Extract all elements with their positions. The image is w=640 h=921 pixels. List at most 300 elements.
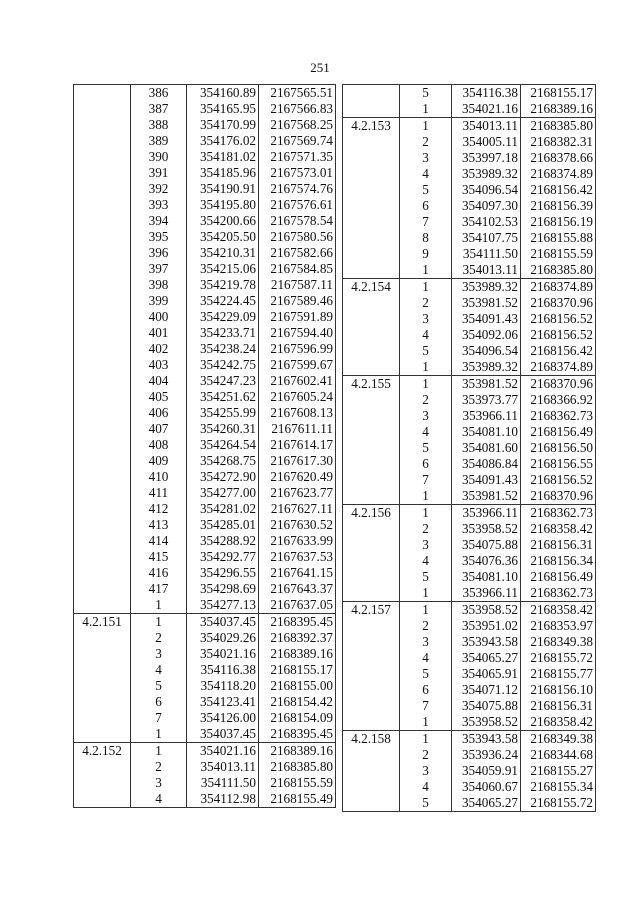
- table-row: [74, 549, 336, 565]
- x-coordinate-cell: 354288.92: [187, 533, 259, 549]
- parcel-number-cell: [74, 549, 131, 565]
- table-row: [343, 118, 596, 135]
- table-row: [343, 327, 596, 343]
- y-coordinate-cell: 2167580.56: [259, 229, 336, 245]
- x-coordinate-cell: 353966.11: [452, 505, 521, 522]
- table-row: [343, 311, 596, 327]
- y-coordinate-cell: 2168156.52: [521, 472, 596, 488]
- y-coordinate-cell: 2168358.42: [521, 602, 596, 619]
- y-coordinate-cell: 2167573.01: [259, 165, 336, 181]
- x-coordinate-cell: 354021.16: [187, 743, 259, 760]
- x-coordinate-cell: 353997.18: [452, 150, 521, 166]
- table-row: [74, 421, 336, 437]
- table-row: [74, 357, 336, 373]
- point-number-cell: 4: [131, 662, 187, 678]
- point-number-cell: 406: [131, 405, 187, 421]
- table-row: [343, 198, 596, 214]
- parcel-number-cell: [343, 618, 400, 634]
- x-coordinate-cell: 354123.41: [187, 694, 259, 710]
- y-coordinate-cell: 2168389.16: [259, 743, 336, 760]
- y-coordinate-cell: 2167599.67: [259, 357, 336, 373]
- table-row: [343, 359, 596, 376]
- x-coordinate-cell: 354021.16: [187, 646, 259, 662]
- table-row: [343, 408, 596, 424]
- x-coordinate-cell: 354091.43: [452, 311, 521, 327]
- x-coordinate-cell: 353981.52: [452, 488, 521, 505]
- parcel-number-cell: [343, 553, 400, 569]
- x-coordinate-cell: 354277.00: [187, 485, 259, 501]
- y-coordinate-cell: 2167565.51: [259, 85, 336, 102]
- y-coordinate-cell: 2168374.89: [521, 359, 596, 376]
- table-row: [343, 343, 596, 359]
- parcel-number-cell: [74, 726, 131, 743]
- parcel-number-cell: 4.2.155: [343, 376, 400, 393]
- y-coordinate-cell: 2168385.80: [521, 118, 596, 135]
- point-number-cell: 393: [131, 197, 187, 213]
- table-row: [74, 533, 336, 549]
- table-row: [74, 197, 336, 213]
- table-row: [343, 602, 596, 619]
- parcel-number-cell: 4.2.151: [74, 614, 131, 631]
- parcel-number-cell: [74, 565, 131, 581]
- x-coordinate-cell: 354296.55: [187, 565, 259, 581]
- point-number-cell: 2: [400, 392, 452, 408]
- point-number-cell: 3: [400, 763, 452, 779]
- point-number-cell: 391: [131, 165, 187, 181]
- y-coordinate-cell: 2167574.76: [259, 181, 336, 197]
- table-row: [74, 213, 336, 229]
- x-coordinate-cell: 354116.38: [187, 662, 259, 678]
- x-coordinate-cell: 354219.78: [187, 277, 259, 293]
- y-coordinate-cell: 2167633.99: [259, 533, 336, 549]
- table-row: [343, 731, 596, 748]
- x-coordinate-cell: 354075.88: [452, 698, 521, 714]
- coordinate-table-right: [342, 84, 596, 812]
- y-coordinate-cell: 2167568.25: [259, 117, 336, 133]
- y-coordinate-cell: 2168389.16: [259, 646, 336, 662]
- point-number-cell: 410: [131, 469, 187, 485]
- parcel-number-cell: [74, 775, 131, 791]
- parcel-number-cell: [74, 85, 131, 102]
- x-coordinate-cell: 354185.96: [187, 165, 259, 181]
- x-coordinate-cell: 354233.71: [187, 325, 259, 341]
- table-row: [74, 630, 336, 646]
- point-number-cell: 409: [131, 453, 187, 469]
- table-row: [343, 488, 596, 505]
- point-number-cell: 392: [131, 181, 187, 197]
- table-row: [74, 453, 336, 469]
- point-number-cell: 401: [131, 325, 187, 341]
- y-coordinate-cell: 2168155.88: [521, 230, 596, 246]
- x-coordinate-cell: 354165.95: [187, 101, 259, 117]
- x-coordinate-cell: 354238.24: [187, 341, 259, 357]
- point-number-cell: 417: [131, 581, 187, 597]
- parcel-number-cell: [343, 198, 400, 214]
- y-coordinate-cell: 2168155.17: [259, 662, 336, 678]
- table-row: [74, 165, 336, 181]
- point-number-cell: 413: [131, 517, 187, 533]
- parcel-number-cell: [74, 341, 131, 357]
- point-number-cell: 398: [131, 277, 187, 293]
- parcel-number-cell: [74, 597, 131, 614]
- x-coordinate-cell: 354081.10: [452, 424, 521, 440]
- x-coordinate-cell: 354111.50: [187, 775, 259, 791]
- x-coordinate-cell: 353958.52: [452, 714, 521, 731]
- table-row: [74, 662, 336, 678]
- x-coordinate-cell: 354255.99: [187, 405, 259, 421]
- parcel-number-cell: [74, 437, 131, 453]
- table-row: [343, 779, 596, 795]
- parcel-number-cell: [343, 634, 400, 650]
- table-row: [74, 373, 336, 389]
- x-coordinate-cell: 354277.13: [187, 597, 259, 614]
- y-coordinate-cell: 2167627.11: [259, 501, 336, 517]
- point-number-cell: 1: [400, 602, 452, 619]
- y-coordinate-cell: 2168155.59: [521, 246, 596, 262]
- y-coordinate-cell: 2168362.73: [521, 505, 596, 522]
- table-row: [74, 743, 336, 760]
- parcel-number-cell: [343, 521, 400, 537]
- point-number-cell: 3: [131, 646, 187, 662]
- point-number-cell: 3: [400, 408, 452, 424]
- y-coordinate-cell: 2167630.52: [259, 517, 336, 533]
- point-number-cell: 1: [131, 614, 187, 631]
- table-row: [74, 341, 336, 357]
- parcel-number-cell: [343, 537, 400, 553]
- parcel-number-cell: [74, 485, 131, 501]
- point-number-cell: 3: [400, 634, 452, 650]
- y-coordinate-cell: 2168374.89: [521, 166, 596, 182]
- table-row: [74, 293, 336, 309]
- x-coordinate-cell: 354071.12: [452, 682, 521, 698]
- x-coordinate-cell: 353936.24: [452, 747, 521, 763]
- table-row: [74, 181, 336, 197]
- page-number: 251: [310, 60, 330, 75]
- parcel-number-cell: [74, 646, 131, 662]
- point-number-cell: 4: [400, 327, 452, 343]
- table-row: [343, 795, 596, 812]
- x-coordinate-cell: 354200.66: [187, 213, 259, 229]
- parcel-number-cell: [343, 779, 400, 795]
- x-coordinate-cell: 354215.06: [187, 261, 259, 277]
- table-row: [343, 472, 596, 488]
- table-row: [74, 501, 336, 517]
- table-row: [343, 440, 596, 456]
- parcel-number-cell: [343, 295, 400, 311]
- y-coordinate-cell: 2168389.16: [521, 101, 596, 118]
- parcel-number-cell: [74, 501, 131, 517]
- parcel-number-cell: [343, 392, 400, 408]
- point-number-cell: 3: [400, 311, 452, 327]
- point-number-cell: 5: [400, 569, 452, 585]
- point-number-cell: 397: [131, 261, 187, 277]
- point-number-cell: 399: [131, 293, 187, 309]
- parcel-number-cell: [343, 214, 400, 230]
- x-coordinate-cell: 353981.52: [452, 295, 521, 311]
- point-number-cell: 390: [131, 149, 187, 165]
- y-coordinate-cell: 2168155.00: [259, 678, 336, 694]
- y-coordinate-cell: 2167614.17: [259, 437, 336, 453]
- y-coordinate-cell: 2168385.80: [521, 262, 596, 279]
- table-row: [343, 262, 596, 279]
- table-row: [74, 245, 336, 261]
- x-coordinate-cell: 354065.91: [452, 666, 521, 682]
- y-coordinate-cell: 2167620.49: [259, 469, 336, 485]
- table-row: [74, 117, 336, 133]
- x-coordinate-cell: 354076.36: [452, 553, 521, 569]
- y-coordinate-cell: 2168156.39: [521, 198, 596, 214]
- y-coordinate-cell: 2168156.52: [521, 311, 596, 327]
- x-coordinate-cell: 354170.99: [187, 117, 259, 133]
- point-number-cell: 1: [400, 262, 452, 279]
- coordinate-table-left: [73, 84, 336, 808]
- point-number-cell: 1: [131, 726, 187, 743]
- y-coordinate-cell: 2168156.34: [521, 553, 596, 569]
- y-coordinate-cell: 2168156.19: [521, 214, 596, 230]
- parcel-number-cell: [74, 453, 131, 469]
- point-number-cell: 3: [131, 775, 187, 791]
- parcel-number-cell: [74, 133, 131, 149]
- parcel-number-cell: [343, 666, 400, 682]
- point-number-cell: 404: [131, 373, 187, 389]
- x-coordinate-cell: 354181.02: [187, 149, 259, 165]
- parcel-number-cell: [74, 277, 131, 293]
- point-number-cell: 4: [400, 553, 452, 569]
- x-coordinate-cell: 354075.88: [452, 537, 521, 553]
- point-number-cell: 394: [131, 213, 187, 229]
- x-coordinate-cell: 354013.11: [452, 262, 521, 279]
- point-number-cell: 1: [400, 279, 452, 296]
- y-coordinate-cell: 2168353.97: [521, 618, 596, 634]
- parcel-number-cell: [74, 261, 131, 277]
- x-coordinate-cell: 354268.75: [187, 453, 259, 469]
- parcel-number-cell: [343, 456, 400, 472]
- table-row: [343, 85, 596, 102]
- y-coordinate-cell: 2168370.96: [521, 488, 596, 505]
- x-coordinate-cell: 354242.75: [187, 357, 259, 373]
- point-number-cell: 9: [400, 246, 452, 262]
- y-coordinate-cell: 2168155.77: [521, 666, 596, 682]
- point-number-cell: 3: [400, 537, 452, 553]
- y-coordinate-cell: 2168349.38: [521, 731, 596, 748]
- point-number-cell: 1: [400, 101, 452, 118]
- table-row: [74, 133, 336, 149]
- table-row: [74, 726, 336, 743]
- point-number-cell: 2: [400, 747, 452, 763]
- y-coordinate-cell: 2168156.55: [521, 456, 596, 472]
- point-number-cell: 2: [400, 618, 452, 634]
- x-coordinate-cell: 354037.45: [187, 726, 259, 743]
- table-row: [74, 710, 336, 726]
- y-coordinate-cell: 2167637.05: [259, 597, 336, 614]
- parcel-number-cell: [343, 134, 400, 150]
- x-coordinate-cell: 354065.27: [452, 795, 521, 812]
- parcel-number-cell: [343, 408, 400, 424]
- point-number-cell: 6: [400, 456, 452, 472]
- y-coordinate-cell: 2167623.77: [259, 485, 336, 501]
- y-coordinate-cell: 2168370.96: [521, 295, 596, 311]
- parcel-number-cell: [74, 309, 131, 325]
- y-coordinate-cell: 2168392.37: [259, 630, 336, 646]
- table-row: [343, 585, 596, 602]
- x-coordinate-cell: 353943.58: [452, 731, 521, 748]
- y-coordinate-cell: 2168358.42: [521, 714, 596, 731]
- y-coordinate-cell: 2168156.49: [521, 569, 596, 585]
- parcel-number-cell: [74, 759, 131, 775]
- parcel-number-cell: 4.2.154: [343, 279, 400, 296]
- parcel-number-cell: [74, 357, 131, 373]
- parcel-number-cell: [74, 181, 131, 197]
- point-number-cell: 4: [400, 650, 452, 666]
- y-coordinate-cell: 2168155.59: [259, 775, 336, 791]
- parcel-number-cell: [74, 213, 131, 229]
- x-coordinate-cell: 354247.23: [187, 373, 259, 389]
- point-number-cell: 5: [400, 666, 452, 682]
- parcel-number-cell: [343, 795, 400, 812]
- table-row: [343, 682, 596, 698]
- y-coordinate-cell: 2167602.41: [259, 373, 336, 389]
- y-coordinate-cell: 2168156.50: [521, 440, 596, 456]
- parcel-number-cell: [74, 469, 131, 485]
- point-number-cell: 2: [400, 134, 452, 150]
- x-coordinate-cell: 353989.32: [452, 359, 521, 376]
- x-coordinate-cell: 354065.27: [452, 650, 521, 666]
- x-coordinate-cell: 354205.50: [187, 229, 259, 245]
- x-coordinate-cell: 353951.02: [452, 618, 521, 634]
- point-number-cell: 6: [400, 682, 452, 698]
- y-coordinate-cell: 2167608.13: [259, 405, 336, 421]
- y-coordinate-cell: 2168156.49: [521, 424, 596, 440]
- x-coordinate-cell: 354096.54: [452, 343, 521, 359]
- x-coordinate-cell: 354059.91: [452, 763, 521, 779]
- y-coordinate-cell: 2168378.66: [521, 150, 596, 166]
- table-row: [74, 646, 336, 662]
- parcel-number-cell: 4.2.156: [343, 505, 400, 522]
- parcel-number-cell: [343, 650, 400, 666]
- parcel-number-cell: [343, 682, 400, 698]
- point-number-cell: 2: [400, 521, 452, 537]
- table-row: [343, 101, 596, 118]
- y-coordinate-cell: 2168156.31: [521, 537, 596, 553]
- y-coordinate-cell: 2168155.49: [259, 791, 336, 808]
- y-coordinate-cell: 2168362.73: [521, 585, 596, 602]
- parcel-number-cell: [343, 343, 400, 359]
- parcel-number-cell: [74, 405, 131, 421]
- y-coordinate-cell: 2168366.92: [521, 392, 596, 408]
- table-row: [343, 150, 596, 166]
- x-coordinate-cell: 354210.31: [187, 245, 259, 261]
- parcel-number-cell: [343, 440, 400, 456]
- parcel-number-cell: [74, 630, 131, 646]
- point-number-cell: 1: [400, 488, 452, 505]
- point-number-cell: 415: [131, 549, 187, 565]
- x-coordinate-cell: 353966.11: [452, 585, 521, 602]
- table-row: [343, 230, 596, 246]
- x-coordinate-cell: 353943.58: [452, 634, 521, 650]
- x-coordinate-cell: 354285.01: [187, 517, 259, 533]
- point-number-cell: 389: [131, 133, 187, 149]
- y-coordinate-cell: 2167641.15: [259, 565, 336, 581]
- parcel-number-cell: [74, 710, 131, 726]
- table-row: [74, 791, 336, 808]
- x-coordinate-cell: 354195.80: [187, 197, 259, 213]
- y-coordinate-cell: 2168344.68: [521, 747, 596, 763]
- point-number-cell: 1: [400, 118, 452, 135]
- parcel-number-cell: [343, 230, 400, 246]
- table-row: [74, 101, 336, 117]
- parcel-number-cell: [74, 197, 131, 213]
- x-coordinate-cell: 354298.69: [187, 581, 259, 597]
- parcel-number-cell: [74, 373, 131, 389]
- x-coordinate-cell: 354091.43: [452, 472, 521, 488]
- point-number-cell: 403: [131, 357, 187, 373]
- table-row: [343, 424, 596, 440]
- table-row: [343, 134, 596, 150]
- y-coordinate-cell: 2168385.80: [259, 759, 336, 775]
- y-coordinate-cell: 2167594.40: [259, 325, 336, 341]
- y-coordinate-cell: 2167584.85: [259, 261, 336, 277]
- parcel-number-cell: [343, 182, 400, 198]
- y-coordinate-cell: 2167589.46: [259, 293, 336, 309]
- point-number-cell: 1: [400, 731, 452, 748]
- parcel-number-cell: 4.2.157: [343, 602, 400, 619]
- x-coordinate-cell: 354118.20: [187, 678, 259, 694]
- parcel-number-cell: [343, 166, 400, 182]
- parcel-number-cell: [343, 569, 400, 585]
- table-row: [343, 182, 596, 198]
- y-coordinate-cell: 2168156.31: [521, 698, 596, 714]
- y-coordinate-cell: 2168382.31: [521, 134, 596, 150]
- point-number-cell: 402: [131, 341, 187, 357]
- table-row: [74, 325, 336, 341]
- x-coordinate-cell: 354251.62: [187, 389, 259, 405]
- point-number-cell: 6: [131, 694, 187, 710]
- y-coordinate-cell: 2168362.73: [521, 408, 596, 424]
- x-coordinate-cell: 354229.09: [187, 309, 259, 325]
- x-coordinate-cell: 354060.67: [452, 779, 521, 795]
- table-row: [343, 666, 596, 682]
- y-coordinate-cell: 2167587.11: [259, 277, 336, 293]
- y-coordinate-cell: 2168155.72: [521, 650, 596, 666]
- table-row: [343, 279, 596, 296]
- table-row: [343, 569, 596, 585]
- parcel-number-cell: [343, 424, 400, 440]
- x-coordinate-cell: 354112.98: [187, 791, 259, 808]
- parcel-number-cell: [74, 165, 131, 181]
- point-number-cell: 5: [400, 795, 452, 812]
- x-coordinate-cell: 354102.53: [452, 214, 521, 230]
- point-number-cell: 3: [400, 150, 452, 166]
- parcel-number-cell: [343, 311, 400, 327]
- x-coordinate-cell: 354092.06: [452, 327, 521, 343]
- table-row: [74, 85, 336, 102]
- parcel-number-cell: [74, 389, 131, 405]
- y-coordinate-cell: 2167591.89: [259, 309, 336, 325]
- table-row: [74, 485, 336, 501]
- y-coordinate-cell: 2168370.96: [521, 376, 596, 393]
- table-row: [74, 389, 336, 405]
- x-coordinate-cell: 354081.10: [452, 569, 521, 585]
- parcel-number-cell: [343, 488, 400, 505]
- table-row: [74, 775, 336, 791]
- table-row: [74, 517, 336, 533]
- parcel-number-cell: [74, 325, 131, 341]
- parcel-number-cell: [74, 149, 131, 165]
- point-number-cell: 1: [400, 376, 452, 393]
- point-number-cell: 396: [131, 245, 187, 261]
- table-row: [343, 214, 596, 230]
- x-coordinate-cell: 354292.77: [187, 549, 259, 565]
